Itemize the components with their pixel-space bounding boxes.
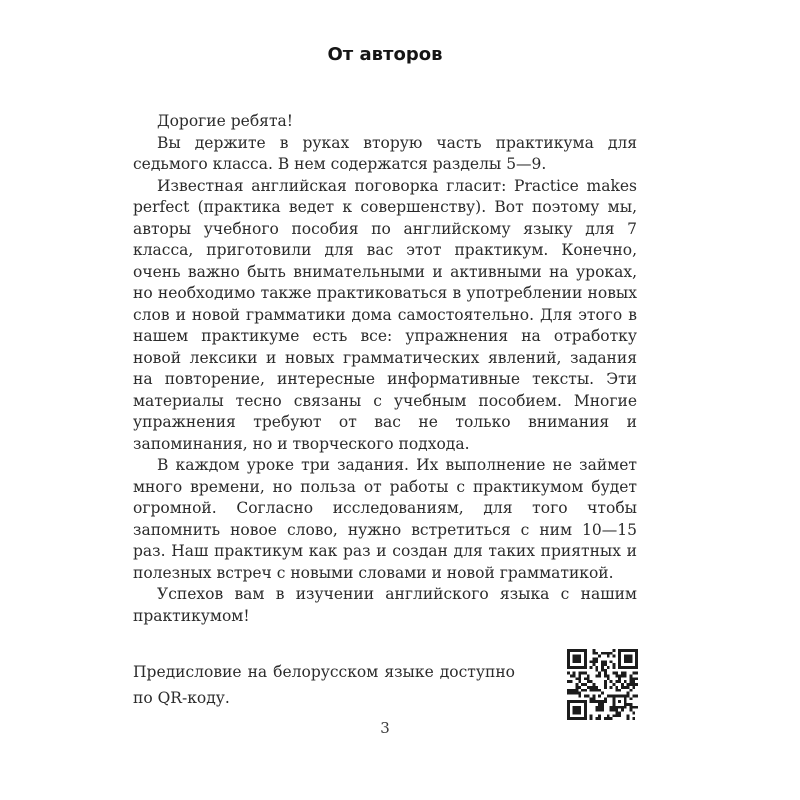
paragraph-greeting: Дорогие ребята! (157, 112, 293, 130)
page-title: От авторов (327, 44, 443, 65)
paragraph-wishes: Успехов вам в изучении английского языка с нашим практикумом! (133, 585, 637, 625)
body-text (133, 111, 637, 627)
paragraph-tasks: В каждом уроке три задания. Их выполнение не займет много времени, но польза от работы с практикумом будет огромной. Согласно исследованиям, для того чтобы запомнить новое слово, нужно встретиться с ним 10—15 раз. Наш практикум как раз и создан для таких приятных и полезных встреч с новыми словами и новой грамматикой. (133, 456, 637, 582)
paragraph-intro: Вы держите в руках вторую часть практикума для седьмого класса. В нем содержатся разделы 5—9. (133, 133, 637, 173)
qr-modules (567, 649, 638, 720)
paragraph-proverb: Известная английская поговорка гласит: Practice makes perfect (практика ведет к совершенству). Вот поэтому мы, авторы учебного пособия по английскому языку для 7 класса, приготовили для вас этот практикум. Конечно, очень важно быть внимательными и активными на уроках, но необходимо также практиковаться в употреблении новых слов и новой грамматики дома самостоятельно. Для этого в нашем практикуме есть все: упражнения на отработку новой лексики и новых грамматических явлений, задания на повторение, интересные информативные тексты. Эти материалы тесно связаны с учебным пособием. Многие упражнения требуют от вас не только внимания и запоминания, но и творческого подхода. (133, 176, 637, 453)
qr-note-text: Предисловие на белорусском языке доступно по QR-коду. (133, 663, 515, 707)
qr-code (567, 649, 638, 720)
page-number: 3 (380, 719, 390, 737)
